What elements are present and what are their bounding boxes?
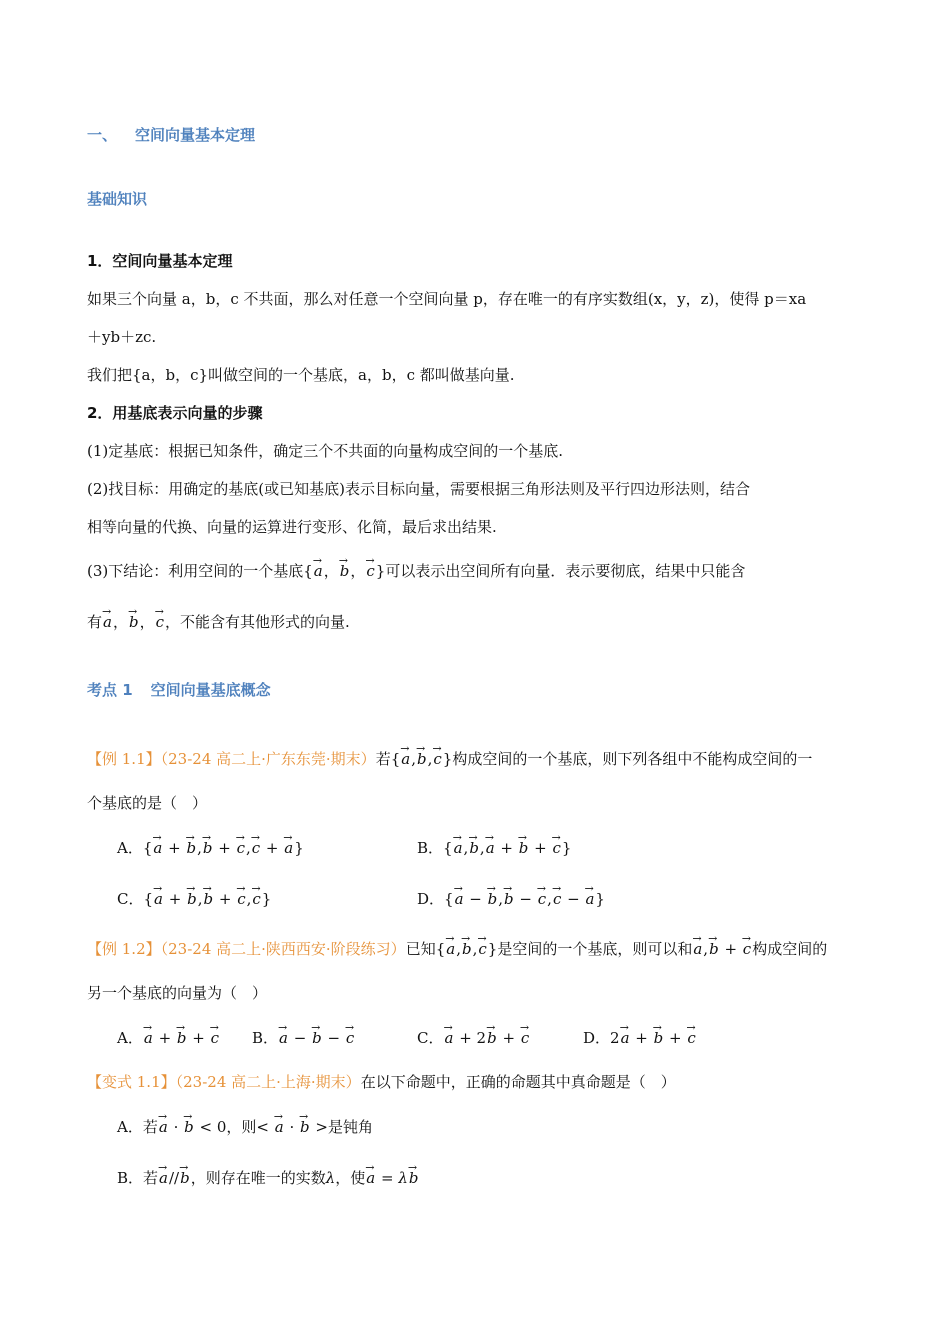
option-d[interactable]: D．2→ a + → b + → c (583, 1028, 697, 1048)
step-2-line1: (2)找目标：用确定的基底(或已知基底)表示目标向量，需要根据三角形法则及平行四边形法则，结合 (87, 480, 750, 498)
theorem-line1: 如果三个向量 a，b，c 不共面，那么对任意一个空间向量 p，存在唯一的有序实数组(x，y，z)，使得 p＝xa (87, 290, 807, 308)
theorem-line2: ＋yb＋zc. (87, 328, 157, 346)
example-1-1: 【例 1.1】（23-24 高二上·广东东莞·期末）若{→ a,→ b,→ c}构成空间的一个基底，则下列各组中不能构成空间的一 (87, 749, 812, 769)
option-a[interactable]: A．若→ a · → b < 0，则< → a · → b >是钝角 (117, 1117, 373, 1137)
section-heading (87, 125, 255, 145)
option-c[interactable]: C．{→ a + → b,→ b + → c,→ c} (117, 889, 271, 909)
option-a[interactable]: A．{→ a + → b,→ b + → c,→ c + → a} (117, 838, 304, 858)
example-tag: 【例 1.1】 (87, 750, 161, 768)
example-1-2: 【例 1.2】（23-24 高二上·陕西西安·阶段练习）已知{→ a,→ b,→ c}是空间的一个基底，则可以和→ a,→ b + → c构成空间的 (87, 939, 827, 959)
example-tag: 【例 1.2】 (87, 940, 161, 958)
heading-text: 空间向量基本定理 (135, 126, 256, 144)
theorem-title: 1．空间向量基本定理 (87, 252, 233, 270)
option-b[interactable]: B．若→ a//→ b，则存在唯一的实数λ，使→ a = λ→ b (117, 1168, 419, 1188)
example-source: （23-24 高二上·陕西西安·阶段练习） (160, 940, 406, 958)
variant-source: （23-24 高二上·上海·期末） (175, 1073, 361, 1091)
option-b[interactable]: B．{→ a,→ b,→ a + → b + → c} (417, 838, 571, 858)
step-2-line2: 相等向量的代换、向量的运算进行变形、化简，最后求出结果. (87, 518, 497, 536)
example-1-2-line2: 另一个基底的向量为（ ） (87, 984, 268, 1002)
example-source: （23-24 高二上·广东东莞·期末） (160, 750, 376, 768)
example-1-1-line2: 个基底的是（ ） (87, 794, 208, 812)
step-1: (1)定基底：根据已知条件，确定三个不共面的向量构成空间的一个基底. (87, 442, 564, 460)
variant-1-1: 【变式 1.1】（23-24 高二上·上海·期末）在以下命题中，正确的命题其中真命题是（ ） (87, 1073, 676, 1091)
variant-tag: 【变式 1.1】 (87, 1073, 176, 1091)
subsection-basic: 基础知识 (87, 190, 148, 208)
option-c[interactable]: C．→ a + 2→ b + → c (417, 1028, 530, 1048)
kaodian-heading: 考点 1 空间向量基底概念 (87, 681, 271, 699)
step-3-line2: 有→ a，→ b，→ c，不能含有其他形式的向量. (87, 612, 350, 632)
step-3-line1: (3)下结论：利用空间的一个基底{→ a，→ b，→ c}可以表示出空间所有向量．表示要彻底，结果中只能含 (87, 561, 745, 581)
theorem-line3: 我们把{a，b，c}叫做空间的一个基底，a，b，c 都叫做基向量. (87, 366, 515, 384)
heading-number: 一、 (87, 126, 118, 144)
option-d[interactable]: D．{→ a − → b,→ b − → c,→ c − → a} (417, 889, 605, 909)
option-a[interactable]: A．→ a + → b + → c (117, 1028, 220, 1048)
steps-title: 2．用基底表示向量的步骤 (87, 404, 263, 422)
option-b[interactable]: B．→ a − → b − → c (252, 1028, 355, 1048)
